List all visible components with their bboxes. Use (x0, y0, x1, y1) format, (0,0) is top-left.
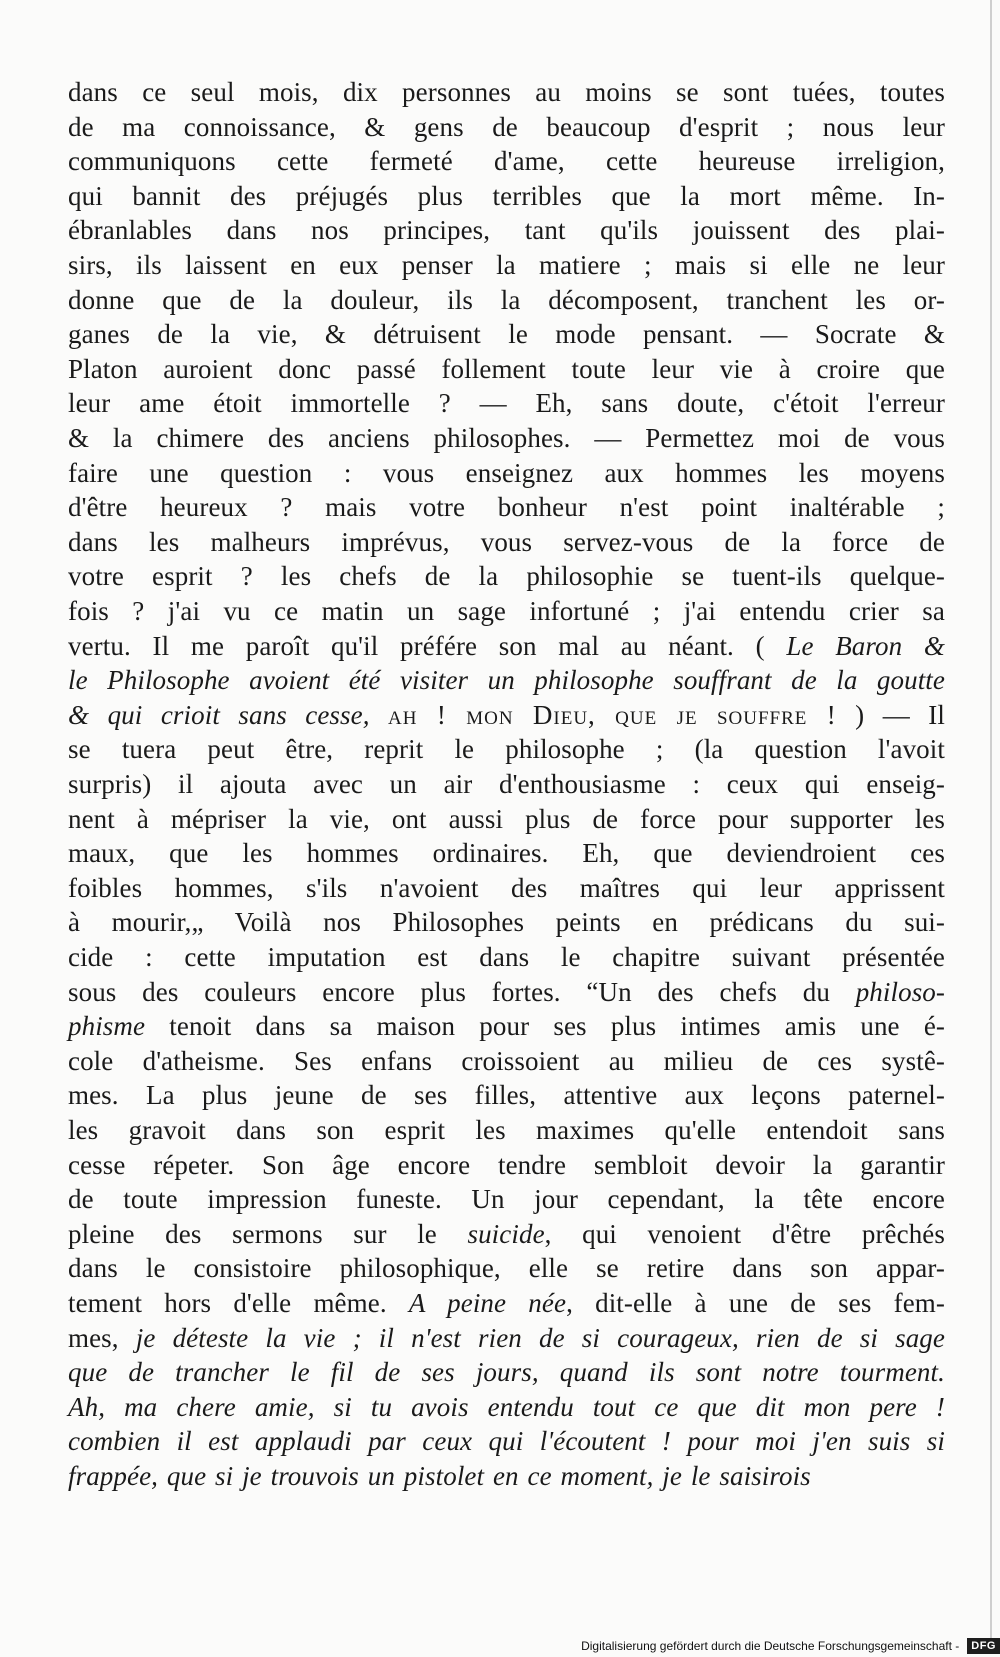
text-line (68, 1250, 945, 1286)
text-run: qui bannit des préjugés plus terribles que la mort même. In- (68, 181, 945, 211)
text-line (68, 524, 945, 560)
text-run: de ma connoissance, & gens de beaucoup d'esprit ; nous leur (68, 112, 945, 142)
text-line (68, 1389, 945, 1425)
text-run: ébranlables dans nos principes, tant qu'ils jouissent des plai- (68, 215, 945, 245)
text-run: surpris) il ajouta avec un air d'enthousiasme : ceux qui enseig- (68, 769, 945, 799)
text-run: dans les malheurs imprévus, vous servez-vous de la force de (68, 527, 945, 557)
text-run: sirs, ils laissent en eux penser la matiere ; mais si elle ne leur (68, 250, 945, 280)
text-line (68, 904, 945, 940)
text-run: dans ce seul mois, dix personnes au moins se sont tuées, toutes (68, 77, 945, 107)
text-line (68, 766, 945, 802)
text-line (68, 351, 945, 387)
text-line (68, 1216, 945, 1252)
text-run: se tuera peut être, reprit le philosophe ; (la question l'avoit (68, 734, 945, 764)
text-run: pleine des sermons sur le (68, 1219, 468, 1249)
text-run: dans le consistoire philosophique, elle se retire dans son appar- (68, 1253, 945, 1283)
text-run: leur ame étoit immortelle ? — Eh, sans doute, c'étoit l'erreur (68, 388, 945, 418)
text-line (68, 731, 945, 767)
text-line (68, 558, 945, 594)
text-line (68, 109, 945, 145)
italic-run: le Philosophe avoient été visiter un philosophe souffrant de la goutte (68, 665, 945, 695)
italic-run: & qui crioit sans cesse, (68, 700, 389, 730)
dfg-logo-icon: DFG (967, 1638, 1000, 1654)
text-line (68, 1423, 945, 1459)
text-run: , qui venoient d'être prêchés (544, 1219, 945, 1249)
italic-run: A peine née (408, 1288, 567, 1318)
italic-run: philoso- (855, 977, 945, 1007)
text-run: ganes de la vie, & détruisent le mode pensant. — Socrate & (68, 319, 945, 349)
text-line (68, 420, 945, 456)
text-run: donne que de la douleur, ils la décomposent, tranchent les or- (68, 285, 945, 315)
text-run: cesse répeter. Son âge encore tendre sembloit devoir la garantir (68, 1150, 945, 1180)
text-run: mes. La plus jeune de ses filles, attentive aux leçons paternel- (68, 1080, 945, 1110)
text-run: cide : cette imputation est dans le chapitre suivant présentée (68, 942, 945, 972)
text-line (68, 1077, 945, 1113)
text-run: communiquons cette fermeté d'ame, cette heureuse irreligion, (68, 146, 945, 176)
text-line (68, 801, 945, 837)
text-line (68, 974, 945, 1010)
text-line (68, 1008, 945, 1044)
text-line (68, 178, 945, 214)
text-line (68, 662, 945, 698)
text-line (68, 697, 945, 733)
text-run: fois ? j'ai vu ce matin un sage infortuné ; j'ai entendu crier sa (68, 596, 945, 626)
text-line (68, 282, 945, 318)
italic-run: phisme (68, 1011, 146, 1041)
text-run: d'être heureux ? mais votre bonheur n'est point inaltérable ; (68, 492, 945, 522)
text-line (68, 455, 945, 491)
text-line (68, 143, 945, 179)
text-run: votre esprit ? les chefs de la philosophie se tuent-ils quelque- (68, 561, 945, 591)
text-run: mes, (68, 1323, 136, 1353)
text-line (68, 1354, 945, 1390)
text-run: nent à mépriser la vie, ont aussi plus de force pour supporter les (68, 804, 945, 834)
text-run: ) — Il (836, 700, 945, 730)
italic-run: combien il est applaudi par ceux qui l'écoutent ! pour moi j'en suis si (68, 1426, 945, 1456)
text-line (68, 74, 945, 110)
italic-run: Le Baron & (786, 631, 945, 661)
text-run: les gravoit dans son esprit les maximes qu'elle entendoit sans (68, 1115, 945, 1145)
text-run: & la chimere des anciens philosophes. — Permettez moi de vous (68, 423, 945, 453)
text-line (68, 593, 945, 629)
digitization-footer (570, 1635, 1000, 1657)
text-line (68, 489, 945, 525)
text-run: tement hors d'elle même. (68, 1288, 409, 1318)
text-line (68, 1458, 945, 1494)
text-run: à mourir,„ Voilà nos Philosophes peints en prédicans du sui- (68, 907, 945, 937)
italic-run: Ah, ma chere amie, si tu avois entendu tout ce que dit mon pere ! (68, 1392, 945, 1422)
text-run: Platon auroient donc passé follement toute leur vie à croire que (68, 354, 945, 384)
text-run: sous des couleurs encore plus fortes. “Un des chefs du (68, 977, 856, 1007)
footer-credit: Digitalisierung gefördert durch die Deutsche Forschungsgemeinschaft - (581, 1639, 960, 1653)
text-line (68, 1285, 945, 1321)
text-line (68, 628, 945, 664)
page-edge (990, 0, 992, 1640)
italic-run: frappée, que si je trouvois un pistolet en ce moment, je le saisirois (68, 1461, 811, 1491)
text-line (68, 1112, 945, 1148)
small-caps-run: ah ! mon Dieu, que je souffre ! (388, 700, 837, 730)
text-line (68, 247, 945, 283)
text-run: tenoit dans sa maison pour ses plus intimes amis une é- (145, 1011, 945, 1041)
text-line (68, 835, 945, 871)
italic-run: que de trancher le fil de ses jours, quand ils sont notre tourment. (68, 1357, 945, 1387)
italic-run: je déteste la vie ; il n'est rien de si courageux, rien de si sage (135, 1323, 945, 1353)
text-line (68, 1043, 945, 1079)
text-run: cole d'atheisme. Ses enfans croissoient au milieu de ces systê- (68, 1046, 945, 1076)
text-run: de toute impression funeste. Un jour cependant, la tête encore (68, 1184, 945, 1214)
text-line (68, 316, 945, 352)
text-run: foibles hommes, s'ils n'avoient des maîtres qui leur apprissent (68, 873, 945, 903)
text-line (68, 1320, 945, 1356)
italic-run: suicide (467, 1219, 545, 1249)
text-line (68, 212, 945, 248)
text-run: , dit-elle à une de ses fem- (566, 1288, 946, 1318)
text-line (68, 870, 945, 906)
text-line (68, 1181, 945, 1217)
text-line (68, 939, 945, 975)
text-line (68, 385, 945, 421)
text-run: maux, que les hommes ordinaires. Eh, que deviendroient ces (68, 838, 945, 868)
text-run: vertu. Il me paroît qu'il préfére son mal au néant. ( (68, 631, 787, 661)
text-line (68, 1147, 945, 1183)
text-run: faire une question : vous enseignez aux hommes les moyens (68, 458, 945, 488)
